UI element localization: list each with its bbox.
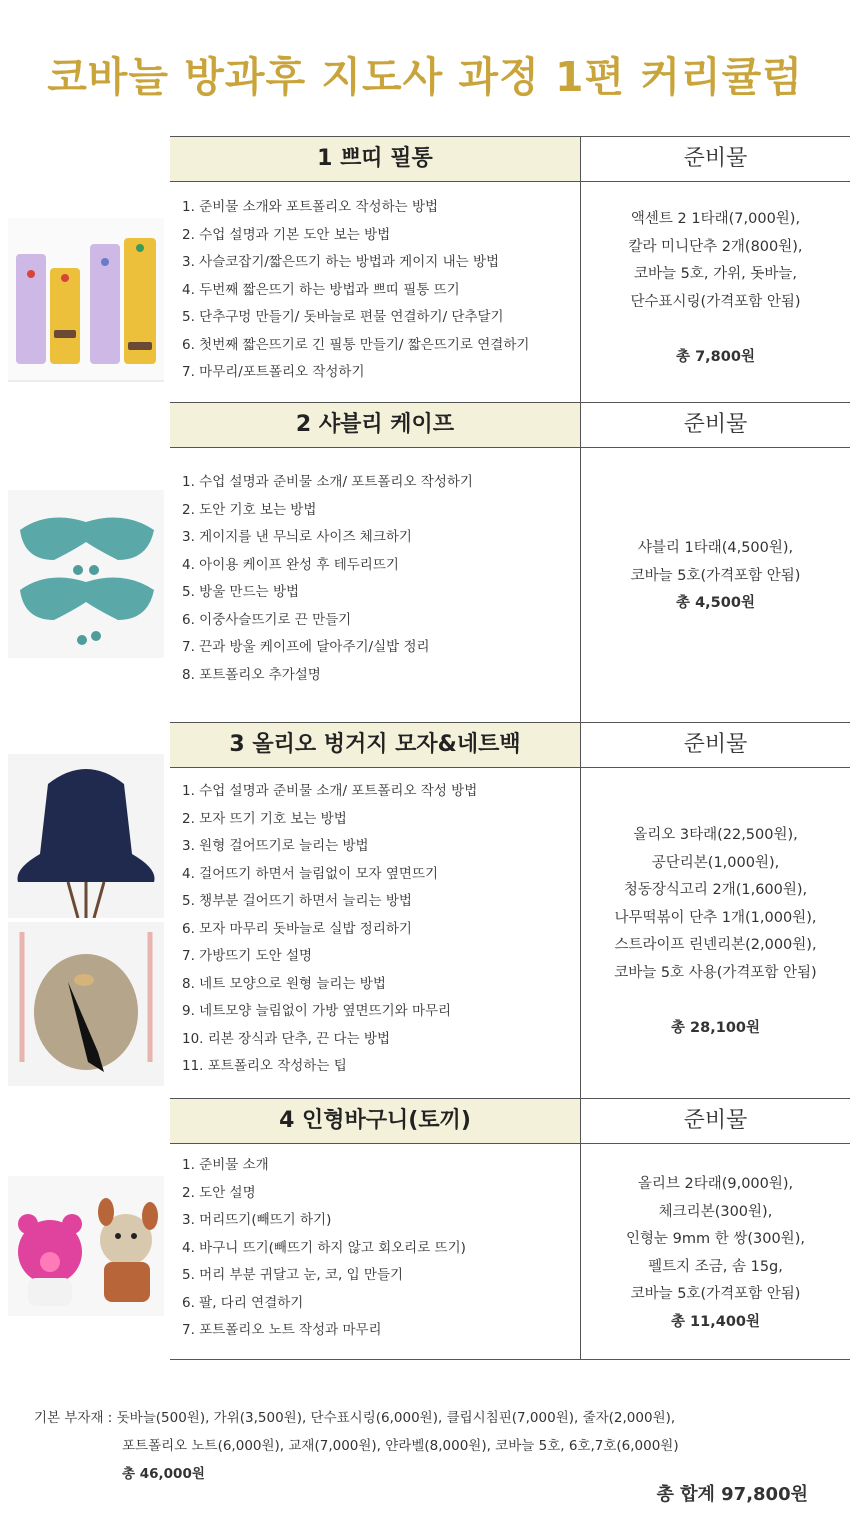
step-item: 7. 포트폴리오 노트 작성과 마무리 bbox=[182, 1322, 382, 1338]
net-bag-photo bbox=[8, 922, 164, 1086]
section-2-steps bbox=[182, 469, 473, 689]
material-item: 나무떡볶이 단추 1개(1,000원), bbox=[614, 909, 817, 926]
section-1-materials-header: 준비물 bbox=[581, 136, 850, 182]
hat-photo bbox=[8, 754, 164, 918]
step-item: 6. 모자 마무리 돗바늘로 실밥 정리하기 bbox=[182, 920, 412, 937]
section-4-steps bbox=[182, 1152, 466, 1345]
step-item: 3. 머리뜨기(빼뜨기 하기) bbox=[182, 1212, 332, 1228]
section-2-materials bbox=[581, 535, 850, 618]
section-1-materials bbox=[581, 206, 850, 371]
section-3-total: 총 28,100원 bbox=[670, 1019, 761, 1036]
section-3-materials-header: 준비물 bbox=[581, 722, 850, 768]
step-item: 4. 바구니 뜨기(빼뜨기 하지 않고 회오리로 뜨기) bbox=[182, 1239, 466, 1256]
step-item: 2. 도안 설명 bbox=[182, 1184, 256, 1201]
section-1-steps bbox=[182, 194, 529, 387]
step-item: 5. 단추구멍 만들기/ 돗바늘로 편물 연결하기/ 단추달기 bbox=[182, 309, 504, 325]
material-item: 공단리본(1,000원), bbox=[651, 854, 780, 871]
step-item: 5. 머리 부분 귀달고 눈, 코, 입 만들기 bbox=[182, 1267, 404, 1283]
material-item: 코바늘 5호 사용(가격포함 안됨) bbox=[614, 964, 817, 981]
material-item: 스트라이프 린넨리본(2,000원), bbox=[614, 937, 817, 953]
material-item: 액센트 2 1타래(7,000원), bbox=[630, 211, 801, 227]
step-item: 1. 준비물 소개 bbox=[182, 1157, 269, 1173]
section-2-total: 총 4,500원 bbox=[676, 595, 755, 611]
section-2-materials-header: 준비물 bbox=[581, 402, 850, 448]
doll-basket-photo bbox=[8, 1176, 164, 1316]
section-3-steps bbox=[182, 778, 477, 1081]
footer-subtotal: 총 46,000원 bbox=[122, 1466, 205, 1482]
grand-total: 총 합계 97,800원 bbox=[656, 1484, 808, 1505]
section-1-total: 총 7,800원 bbox=[676, 348, 755, 365]
step-item: 1. 수업 설명과 준비물 소개/ 포트폴리오 작성하기 bbox=[182, 474, 473, 490]
step-item: 8. 포트폴리오 추가설명 bbox=[182, 666, 321, 683]
material-item: 코바늘 5호(가격포함 안됨) bbox=[630, 1286, 801, 1302]
material-item: 샤블리 1타래(4,500원), bbox=[637, 540, 794, 556]
step-item: 4. 두번째 짧은뜨기 하는 방법과 쁘띠 필통 뜨기 bbox=[182, 281, 460, 298]
section-2-title: 2 샤블리 케이프 bbox=[170, 402, 580, 448]
material-item: 올리브 2타래(9,000원), bbox=[637, 1176, 794, 1192]
material-item bbox=[581, 987, 850, 1015]
step-item: 3. 원형 걸어뜨기로 늘리는 방법 bbox=[182, 838, 369, 854]
material-item: 청동장식고리 2개(1,600원), bbox=[623, 882, 808, 898]
step-item: 2. 도안 기호 보는 방법 bbox=[182, 501, 317, 518]
step-item: 2. 모자 뜨기 기호 보는 방법 bbox=[182, 810, 347, 827]
table-bottom-border bbox=[170, 1359, 850, 1360]
section-3-title: 3 올리오 벙거지 모자&네트백 bbox=[170, 722, 580, 768]
step-item: 1. 준비물 소개와 포트폴리오 작성하는 방법 bbox=[182, 199, 439, 215]
material-item: 단수표시링(가격포함 안됨) bbox=[630, 293, 801, 310]
step-item: 9. 네트모양 늘림없이 가방 옆면뜨기와 마무리 bbox=[182, 1003, 452, 1019]
material-item: 체크리본(300원), bbox=[658, 1203, 773, 1220]
step-item: 1. 수업 설명과 준비물 소개/ 포트폴리오 작성 방법 bbox=[182, 783, 478, 799]
material-item: 펠트지 조금, 솜 15g, bbox=[648, 1258, 783, 1275]
section-4-materials-header: 준비물 bbox=[581, 1098, 850, 1144]
section-4-materials bbox=[581, 1171, 850, 1336]
section-4-title: 4 인형바구니(토끼) bbox=[170, 1098, 580, 1144]
step-item: 11. 포트폴리오 작성하는 팁 bbox=[182, 1058, 347, 1074]
step-item: 4. 걸어뜨기 하면서 늘림없이 모자 옆면뜨기 bbox=[182, 865, 439, 882]
section-4-total: 총 11,400원 bbox=[670, 1313, 761, 1330]
footer-line-2: 포트폴리오 노트(6,000원), 교재(7,000원), 얀라벨(8,000원), 코바늘 5호, 6호,7호(6,000원) bbox=[122, 1438, 679, 1454]
step-item: 5. 방울 만드는 방법 bbox=[182, 584, 300, 600]
section-3 bbox=[170, 722, 850, 1098]
step-item: 4. 아이용 케이프 완성 후 테두리뜨기 bbox=[182, 556, 399, 573]
step-item: 8. 네트 모양으로 원형 늘리는 방법 bbox=[182, 975, 386, 992]
material-item bbox=[581, 316, 850, 344]
material-item: 칼라 미니단추 2개(800원), bbox=[628, 238, 803, 255]
step-item: 6. 팔, 다리 연결하기 bbox=[182, 1294, 304, 1311]
step-item: 7. 끈과 방울 케이프에 달아주기/실밥 정리 bbox=[182, 639, 430, 655]
step-item: 3. 사슬코잡기/짧은뜨기 하는 방법과 게이지 내는 방법 bbox=[182, 254, 500, 270]
step-item: 6. 첫번째 짧은뜨기로 긴 필통 만들기/ 짧은뜨기로 연결하기 bbox=[182, 336, 530, 353]
step-item: 6. 이중사슬뜨기로 끈 만들기 bbox=[182, 611, 352, 628]
step-item: 3. 게이지를 낸 무늬로 사이즈 체크하기 bbox=[182, 529, 412, 545]
pencil-case-photo bbox=[8, 218, 164, 382]
page-title: 코바늘 방과후 지도사 과정 1편 커리큘럼 bbox=[47, 53, 803, 101]
step-item: 7. 마무리/포트폴리오 작성하기 bbox=[182, 364, 365, 380]
step-item: 5. 챙부분 걸어뜨기 하면서 늘리는 방법 bbox=[182, 893, 412, 909]
material-item: 인형눈 9mm 한 쌍(300원), bbox=[626, 1231, 805, 1247]
section-3-materials bbox=[581, 822, 850, 1042]
section-4 bbox=[170, 1098, 850, 1360]
material-item: 올리오 3타래(22,500원), bbox=[633, 827, 798, 843]
section-1 bbox=[170, 136, 850, 402]
footer-line-1: 기본 부자재 : 돗바늘(500원), 가위(3,500원), 단수표시링(6,000원), 클립시침핀(7,000원), 줄자(2,000원), bbox=[34, 1410, 676, 1426]
section-2 bbox=[170, 402, 850, 722]
step-item: 7. 가방뜨기 도안 설명 bbox=[182, 948, 313, 964]
step-item: 2. 수업 설명과 기본 도안 보는 방법 bbox=[182, 226, 391, 243]
step-item: 10. 리본 장식과 단추, 끈 다는 방법 bbox=[182, 1030, 390, 1047]
cape-photo bbox=[8, 490, 164, 658]
material-item: 코바늘 5호(가격포함 안됨) bbox=[630, 567, 801, 584]
section-1-title: 1 쁘띠 필통 bbox=[170, 136, 580, 182]
material-item: 코바늘 5호, 가위, 돗바늘, bbox=[634, 266, 797, 282]
